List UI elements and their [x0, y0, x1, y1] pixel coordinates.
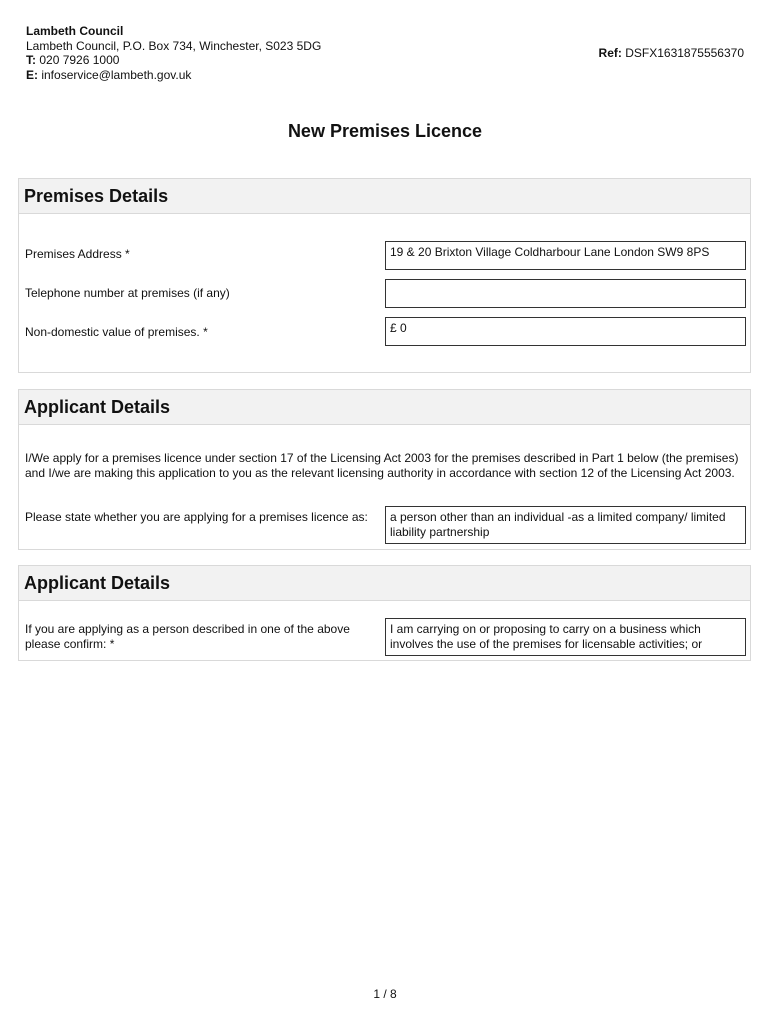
applicant-confirm-field[interactable]: I am carrying on or proposing to carry on a business which involves the use of the premises for licensable activities; or [385, 618, 746, 656]
ref-number: DSFX1631875556370 [625, 46, 744, 60]
applicant-details-section [18, 389, 751, 550]
premises-address-field[interactable]: 19 & 20 Brixton Village Coldharbour Lane London SW9 8PS [385, 241, 746, 270]
premises-phone-field[interactable] [385, 279, 746, 308]
council-name: Lambeth Council [26, 24, 124, 38]
premises-phone-label: Telephone number at premises (if any) [25, 286, 230, 300]
premises-address-label: Premises Address * [25, 247, 130, 261]
page-title: New Premises Licence [287, 121, 483, 141]
reference [599, 46, 744, 60]
council-email-line [26, 68, 321, 83]
application-statement: I/We apply for a premises licence under section 17 of the Licensing Act 2003 for the premises described in Part 1 below (the premises) and I/we are making this application to you as the relevant licensing authority in accordance with section 12 of the Licensing Act 2003. [25, 451, 739, 480]
council-phone: 020 7926 1000 [39, 53, 120, 67]
section-heading: Applicant Details [19, 566, 750, 601]
council-address: Lambeth Council, P.O. Box 734, Winchester, S023 5DG [26, 38, 322, 53]
premises-details-section [18, 178, 751, 373]
applicant-confirm-label: If you are applying as a person described in one of the above please confirm: * [25, 622, 350, 651]
email-label: E: [26, 67, 38, 82]
phone-label: T: [26, 53, 36, 67]
applicant-capacity-field[interactable]: a person other than an individual -as a limited company/ limited liability partnership [385, 506, 746, 544]
ref-label: Ref: [598, 46, 622, 60]
applicant-capacity-label: Please state whether you are applying for a premises licence as: [25, 510, 368, 524]
page-number: 1 / 8 [373, 987, 397, 1001]
non-domestic-value-field[interactable]: £ 0 [385, 317, 746, 346]
council-phone-line [26, 53, 321, 68]
applicant-confirmation-section [18, 565, 751, 661]
council-email: infoservice@lambeth.gov.uk [41, 67, 192, 82]
council-header [26, 24, 321, 82]
section-heading: Applicant Details [19, 390, 750, 425]
section-heading: Premises Details [19, 179, 750, 214]
non-domestic-value-label: Non-domestic value of premises. * [25, 325, 208, 339]
